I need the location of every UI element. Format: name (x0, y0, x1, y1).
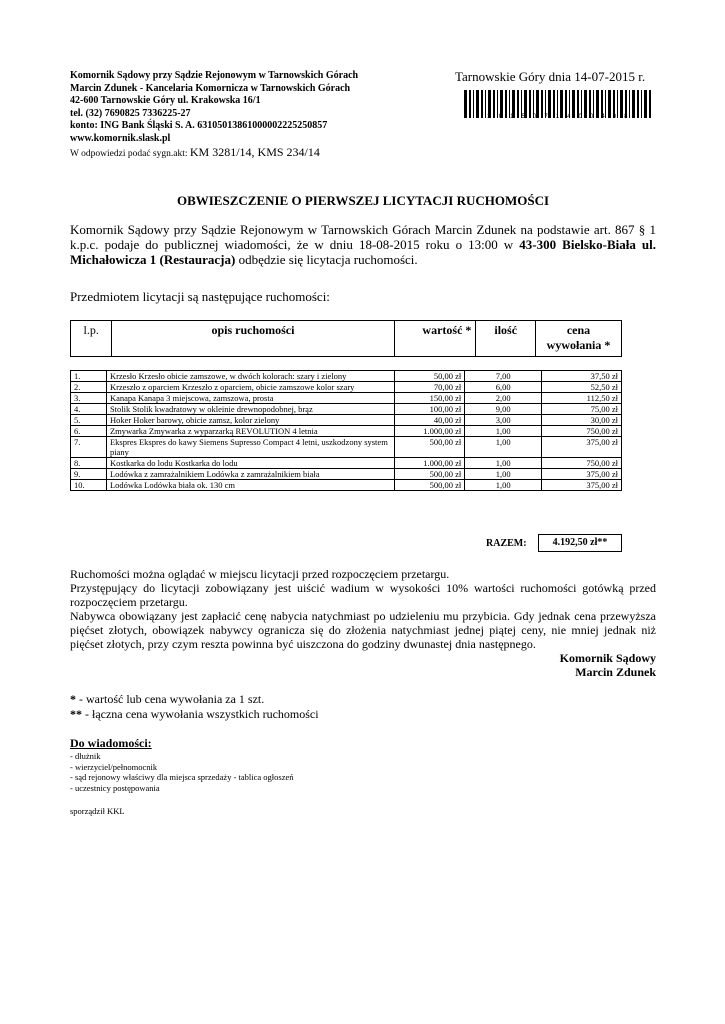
cell-wartosc: 500,00 zł (395, 469, 465, 480)
cell-opis: Krzesło Krzesło obicie zamszowe, w dwóch kolorach: szary i zielony (106, 371, 394, 382)
footnote-total (70, 707, 319, 721)
cell-lp: 4. (71, 404, 107, 415)
cell-cena: 750,00 zł (542, 426, 622, 437)
cell-opis: Zmywarka Zmywarka z wyparzarką REVOLUTION 4 letnia (106, 426, 394, 437)
footnote-mark: * (70, 692, 76, 706)
paragraph-deposit: Przystępujący do licytacji zobowiązany jest uiścić wadium w wysokości 10% wartości ruchomości gotówką przed rozpoczęciem przetargu. (70, 581, 656, 609)
header-line: Komornik Sądowy przy Sądzie Rejonowym w Tarnowskich Górach (70, 70, 359, 81)
table-row (71, 382, 622, 393)
signature-name: Marcin Zdunek (575, 665, 656, 679)
cell-opis: Hoker Hoker barowy, obicie zamsz, kolor zielony (106, 415, 394, 426)
cell-wartosc: 500,00 zł (395, 437, 465, 458)
items-table-header (70, 320, 622, 357)
cell-ilosc: 1,00 (465, 480, 542, 491)
footnote-text: - wartość lub cena wywołania za 1 szt. (76, 692, 265, 706)
cell-cena: 37,50 zł (542, 371, 622, 382)
cell-cena: 30,00 zł (542, 415, 622, 426)
footnote-mark: ** (70, 707, 82, 721)
total-label: RAZEM: (486, 538, 527, 549)
table-row (71, 426, 622, 437)
page-title: OBWIESZCZENIE O PIERWSZEJ LICYTACJI RUCHOMOŚCI (176, 193, 550, 208)
table-row (71, 437, 622, 458)
barcode-bar (641, 90, 642, 118)
total-value: 4.192,50 zł** (538, 534, 622, 552)
barcode-bar (469, 90, 471, 118)
cell-cena: 375,00 zł (542, 480, 622, 491)
prepared-by: sporządził KKL (70, 806, 125, 816)
table-row (71, 404, 622, 415)
cell-wartosc: 100,00 zł (395, 404, 465, 415)
cell-cena: 112,50 zł (542, 393, 622, 404)
col-cena: cena wywołania * (536, 321, 622, 357)
case-reference (70, 146, 450, 161)
header-line: www.komornik.slask.pl (70, 132, 171, 144)
footnote-text: - łączna cena wywołania wszystkich ruchomości (82, 707, 319, 721)
case-reference-label: W odpowiedzi podać sygn.akt: (70, 149, 188, 159)
bailiff-header (70, 70, 450, 161)
cc-item: - wierzyciel/pełnomocnik (70, 761, 158, 772)
cell-ilosc: 1,00 (465, 437, 542, 458)
col-lp: l.p. (71, 321, 112, 357)
cell-wartosc: 1.000,00 zł (395, 458, 465, 469)
cell-opis: Ekspres Ekspres do kawy Siemens Supresso Compact 4 letni, uszkodzony system piany (106, 437, 394, 458)
barcode-bar (632, 90, 635, 118)
intro-text: Komornik Sądowy przy Sądzie Rejonowym w Tarnowskich Górach Marcin Zdunek na podstawie art. 867 § 1 k.p.c. podaje do publicznej wiadomości, że w dniu 18-08-2015 roku o 13:00 w (70, 222, 656, 252)
barcode-bar (464, 90, 467, 118)
cc-item: - sąd rejonowy właściwy dla miejsca sprzedaży - tablica ogłoszeń (70, 772, 294, 782)
case-reference-number: KM 3281/14, KMS 234/14 (189, 145, 320, 159)
cell-lp: 2. (71, 382, 107, 393)
cell-ilosc: 7,00 (465, 371, 542, 382)
cell-cena: 375,00 zł (542, 437, 622, 458)
cell-wartosc: 40,00 zł (395, 415, 465, 426)
cell-wartosc: 70,00 zł (395, 382, 465, 393)
cell-ilosc: 1,00 (465, 469, 542, 480)
cell-ilosc: 3,00 (465, 415, 542, 426)
items-table (70, 370, 622, 491)
cell-ilosc: 1,00 (465, 458, 542, 469)
cell-lp: 3. (71, 393, 107, 404)
cell-lp: 1. (71, 371, 107, 382)
paragraph-payment: Nabywca obowiązany jest zapłacić cenę nabycia natychmiast po udzieleniu mu przybicia. Gdy jednak cena przewyższa pięćset złotych, obowiązek nabywcy ogranicza się do złożenia natychmiast jednej piątej ceny, nie mniej jednak niż pięćset złotych, przy czym reszta powinna być uiszczona do godziny dwunastej dnia następnego. (70, 609, 656, 651)
signature (420, 651, 656, 679)
barcode-bar (481, 90, 483, 118)
signature-title: Komornik Sądowy (559, 651, 656, 665)
barcode-bar (649, 90, 651, 118)
intro-paragraph (70, 222, 656, 267)
cell-lp: 8. (71, 458, 107, 469)
table-row (71, 458, 622, 469)
table-row (71, 415, 622, 426)
cell-ilosc: 1,00 (465, 426, 542, 437)
cell-ilosc: 6,00 (465, 382, 542, 393)
cell-opis: Stolik Stolik kwadratowy w okleinie drewnopodobnej, brąz (106, 404, 394, 415)
col-wartosc: wartość * (394, 321, 476, 357)
paragraph-viewing: Ruchomości można oglądać w miejscu licytacji przed rozpoczęciem przetargu. (70, 567, 450, 581)
footnote-single (70, 692, 264, 706)
barcode-bar (473, 90, 474, 118)
cell-cena: 750,00 zł (542, 458, 622, 469)
barcode-bar (485, 90, 486, 118)
table-row (71, 393, 622, 404)
cell-lp: 7. (71, 437, 107, 458)
cell-opis: Kostkarka do lodu Kostkarka do lodu (106, 458, 394, 469)
cell-cena: 75,00 zł (542, 404, 622, 415)
cell-ilosc: 2,00 (465, 393, 542, 404)
cell-lp: 6. (71, 426, 107, 437)
items-intro: Przedmiotem licytacji są następujące ruchomości: (70, 289, 330, 304)
barcode-digits: 3 0 1 5 0 7 1 4 0 0 4 0 8 (487, 114, 631, 120)
barcode (462, 90, 656, 128)
header-line: 42-600 Tarnowskie Góry ul. Krakowska 16/1 (70, 95, 261, 106)
cell-lp: 5. (71, 415, 107, 426)
auction-place: 43-300 Bielsko-Biała ul. Michałowicza 1 (Restauracja) (70, 237, 656, 267)
cell-cena: 52,50 zł (542, 382, 622, 393)
cell-opis: Lodówka z zamrażalnikiem Lodówka z zamrażalnikiem biała (106, 469, 394, 480)
cell-opis: Lodówka Lodówka biała ok. 130 cm (106, 480, 394, 491)
barcode-bar (644, 90, 647, 118)
col-opis: opis ruchomości (112, 321, 394, 357)
cc-item: - dłużnik (70, 751, 101, 761)
col-ilosc: ilość (476, 321, 536, 357)
table-row (71, 480, 622, 491)
barcode-bar (637, 90, 639, 118)
cc-list (70, 751, 294, 793)
cell-ilosc: 9,00 (465, 404, 542, 415)
barcode-bar (476, 90, 479, 118)
header-line: konto: ING Bank Śląski S. A. 63105013861000002225250857 (70, 120, 328, 131)
header-line: Marcin Zdunek - Kancelaria Komornicza w Tarnowskich Górach (70, 82, 351, 94)
table-row (71, 371, 622, 382)
cell-wartosc: 150,00 zł (395, 393, 465, 404)
cell-lp: 9. (71, 469, 107, 480)
cell-wartosc: 1.000,00 zł (395, 426, 465, 437)
intro-text-end: odbędzie się licytacja ruchomości. (235, 252, 418, 267)
cell-wartosc: 500,00 zł (395, 480, 465, 491)
cell-cena: 375,00 zł (542, 469, 622, 480)
document-date: Tarnowskie Góry dnia 14-07-2015 r. (455, 69, 646, 84)
cc-heading: Do wiadomości: (70, 736, 152, 750)
cell-lp: 10. (71, 480, 107, 491)
cell-wartosc: 50,00 zł (395, 371, 465, 382)
cell-opis: Krzeszło z oparciem Krzeszło z oparciem, obicie zamszowe kolor szary (106, 382, 394, 393)
table-row (71, 469, 622, 480)
header-line: tel. (32) 7690825 7336225-27 (70, 107, 191, 119)
cell-opis: Kanapa Kanapa 3 miejscowa, zamszowa, prosta (106, 393, 394, 404)
cc-item: - uczestnicy postępowania (70, 782, 160, 793)
